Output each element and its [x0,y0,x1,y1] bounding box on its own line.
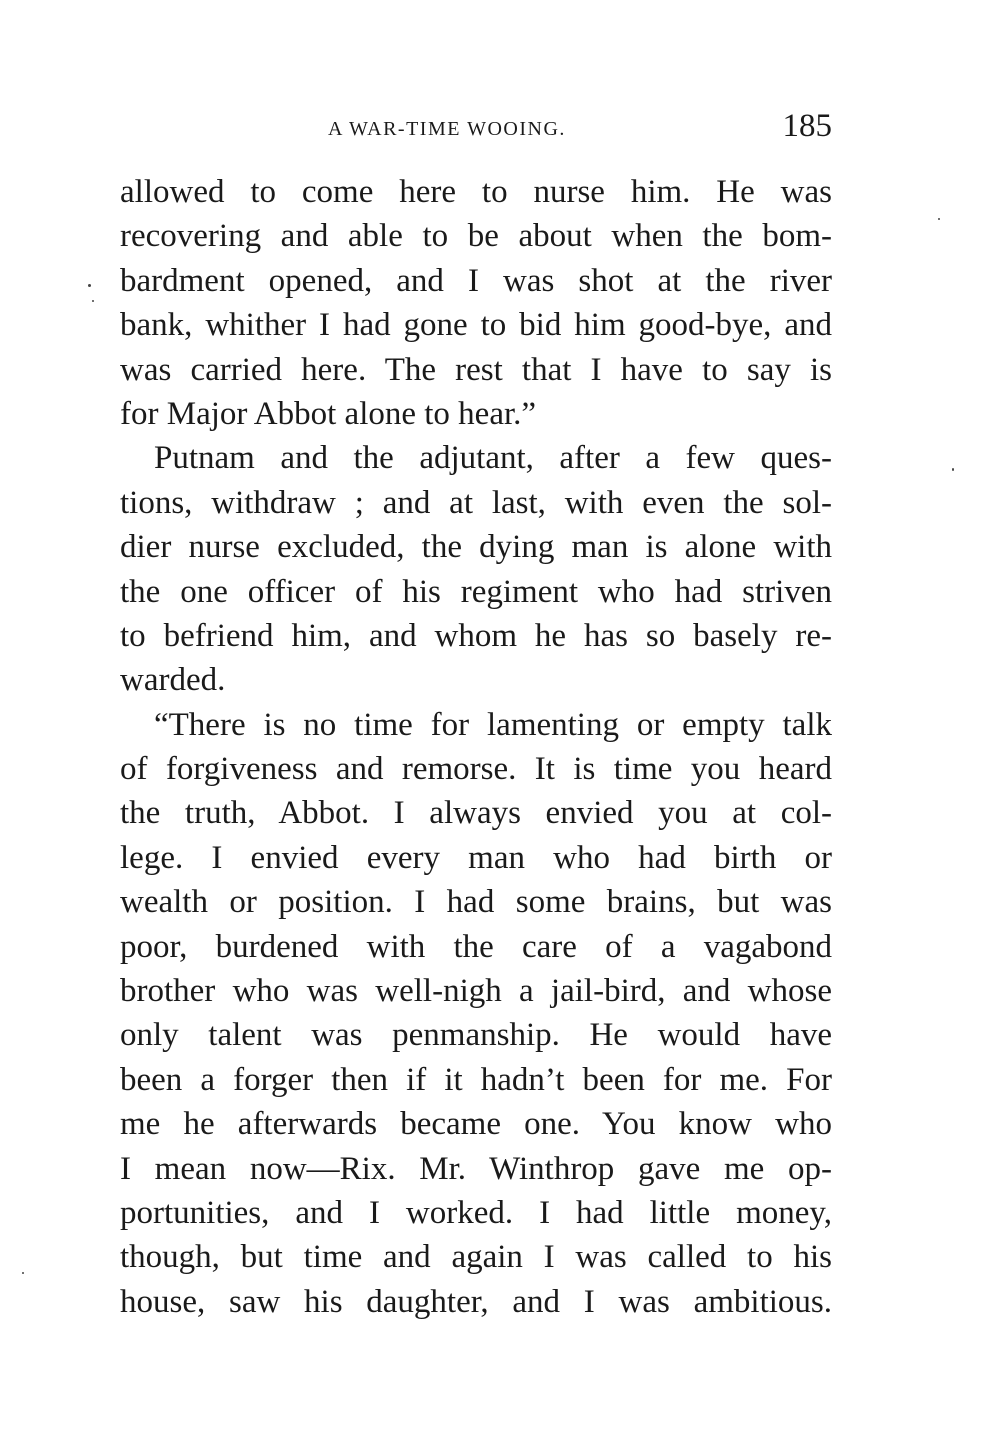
text-line: bank, whither I had gone to bid him good-bye, and [120,307,832,344]
scan-speck [22,1272,24,1274]
text-line: Putnam and the adjutant, after a few ques- [154,440,832,477]
scan-speck [92,300,94,302]
text-line: brother who was well-nigh a jail-bird, and whose [120,973,832,1010]
scan-speck [952,468,954,471]
text-line: to befriend him, and whom he has so basely re- [120,617,832,654]
text-line: tions, withdraw ; and at last, with even the sol- [120,484,832,521]
text-line: the one officer of his regiment who had striven [120,573,832,610]
text-line: me he afterwards became one. You know who [120,1106,832,1143]
text-line: wealth or position. I had some brains, but was [120,884,832,921]
scan-speck [938,218,940,220]
running-head [120,108,832,148]
page-number: 185 [782,108,832,144]
text-line: recovering and able to be about when the bom- [120,218,832,255]
text-line: “There is no time for lamenting or empty talk [154,706,832,743]
running-title: A WAR-TIME WOOING. [328,118,566,140]
text-line: been a forger then if it hadn’t been for me. For [120,1061,832,1098]
text-line: lege. I envied every man who had birth or [120,839,832,876]
text-line: allowed to come here to nurse him. He was [120,174,832,210]
text-line: poor, burdened with the care of a vagabond [120,928,832,965]
text-line: bardment opened, and I was shot at the river [120,262,832,299]
text-line: I mean now—Rix. Mr. Winthrop gave me op- [120,1150,832,1187]
text-line: was carried here. The rest that I have to say is [120,351,832,388]
text-line: portunities, and I worked. I had little money, [120,1194,832,1231]
text-line: of forgiveness and remorse. It is time you heard [120,751,832,788]
scan-speck [88,284,91,287]
text-line: house, saw his daughter, and I was ambitious. [120,1283,832,1320]
text-line: dier nurse excluded, the dying man is alone with [120,529,832,566]
text-line: only talent was penmanship. He would have [120,1017,832,1054]
text-line: the truth, Abbot. I always envied you at col- [120,795,832,832]
text-line: warded. [120,662,226,699]
text-line: though, but time and again I was called to his [120,1239,832,1276]
body-text [120,170,832,1324]
text-line: for Major Abbot alone to hear.” [120,395,537,432]
